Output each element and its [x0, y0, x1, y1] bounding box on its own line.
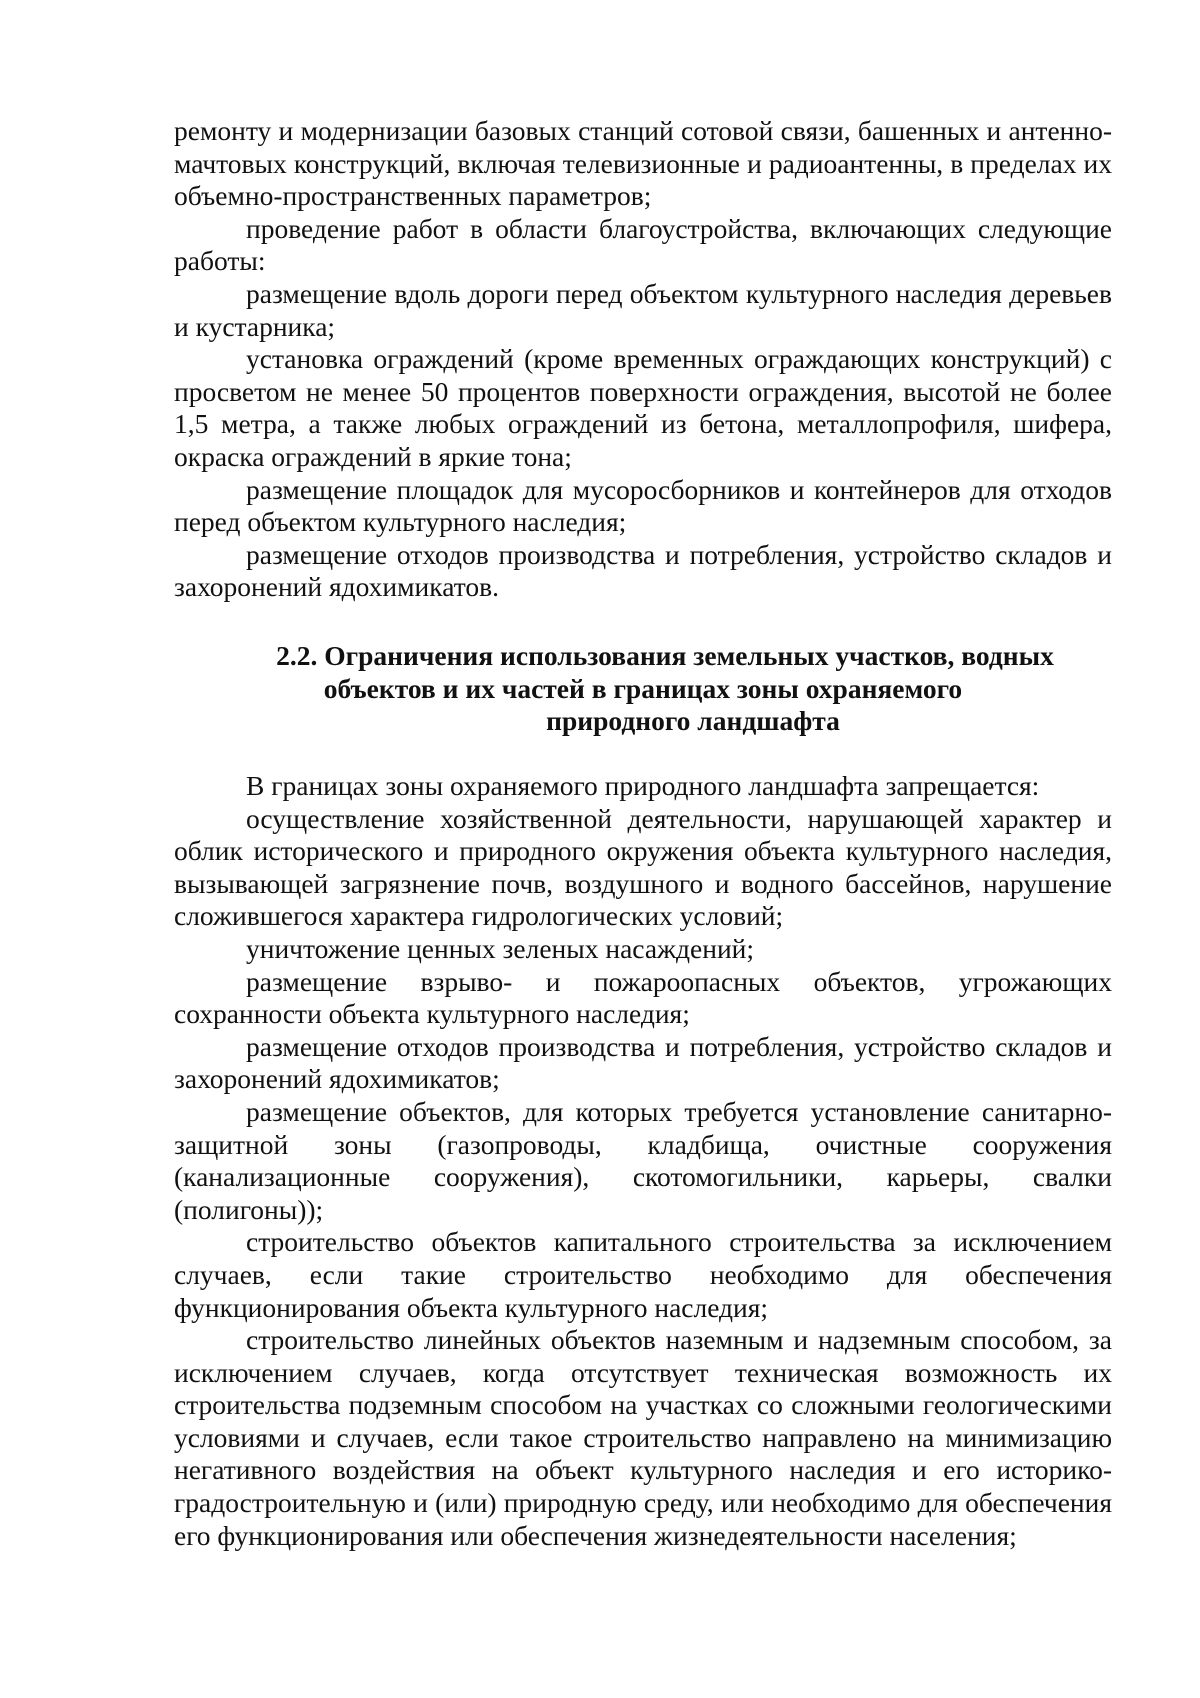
heading-line: 2.2. Ограничения использования земельных участков, водных [276, 640, 1054, 671]
paragraph: размещение объектов, для которых требуется установление санитарно-защитной зоны (газопроводы, кладбища, очистные сооружения (канализационные сооружения), скотомогильники, карьеры, свалки (полигоны)); [174, 1095, 1112, 1225]
paragraph: уничтожение ценных зеленых насаждений; [246, 932, 755, 964]
paragraph: размещение вдоль дороги перед объектом культурного наследия деревьев и кустарника; [174, 277, 1112, 342]
heading-line: объектов и их частей в границах зоны охраняемого [323, 672, 963, 704]
paragraph: проведение работ в области благоустройства, включающих следующие работы: [174, 212, 1112, 277]
paragraph: размещение площадок для мусоросборников и контейнеров для отходов перед объектом культурного наследия; [174, 473, 1112, 538]
section-heading [174, 640, 1112, 738]
paragraph: осуществление хозяйственной деятельности, нарушающей характер и облик исторического и природного окружения объекта культурного наследия, вызывающей загрязнение почв, воздушного и водного бассейнов, нарушение сложившегося характера гидрологических условий; [174, 802, 1112, 932]
paragraph: установка ограждений (кроме временных ограждающих конструкций) с просветом не менее 50 процентов поверхности ограждения, высотой не более 1,5 метра, а также любых ограждений из бетона, металлопрофиля, шифера, окраска ограждений в яркие тона; [174, 343, 1112, 472]
paragraph: размещение отходов производства и потребления, устройство складов и захоронений ядохимикатов; [174, 1030, 1112, 1095]
paragraph: ремонту и модернизации базовых станций сотовой связи, башенных и антенно-мачтовых конструкций, включая телевизионные и радиоантенны, в пределах их объемно-пространственных параметров; [174, 115, 1112, 212]
paragraph: размещение отходов производства и потребления, устройство складов и захоронений ядохимикатов. [174, 538, 1112, 603]
paragraph: строительство объектов капитального строительства за исключением случаев, если такие строительство необходимо для обеспечения функционирования объекта культурного наследия; [174, 1226, 1112, 1323]
section-top-text [174, 115, 1112, 604]
section-bottom-text [174, 770, 1112, 1552]
heading-line: природного ландшафта [546, 705, 840, 737]
paragraph: В границах зоны охраняемого природного ландшафта запрещается: [246, 770, 1040, 801]
paragraph: строительство линейных объектов наземным и надземным способом, за исключением случаев, когда отсутствует техническая возможность их строительства подземным способом на участках со сложными геологическими условиями и случаев, если такое строительство направлено на минимизацию негативного воздействия на объект культурного наследия и его историко-градостроительную и (или) природную среду, или необходимо для обеспечения его функционирования или обеспечения жизнедеятельности населения; [174, 1324, 1112, 1551]
paragraph: размещение взрыво- и пожароопасных объектов, угрожающих сохранности объекта культурного наследия; [174, 965, 1112, 1030]
